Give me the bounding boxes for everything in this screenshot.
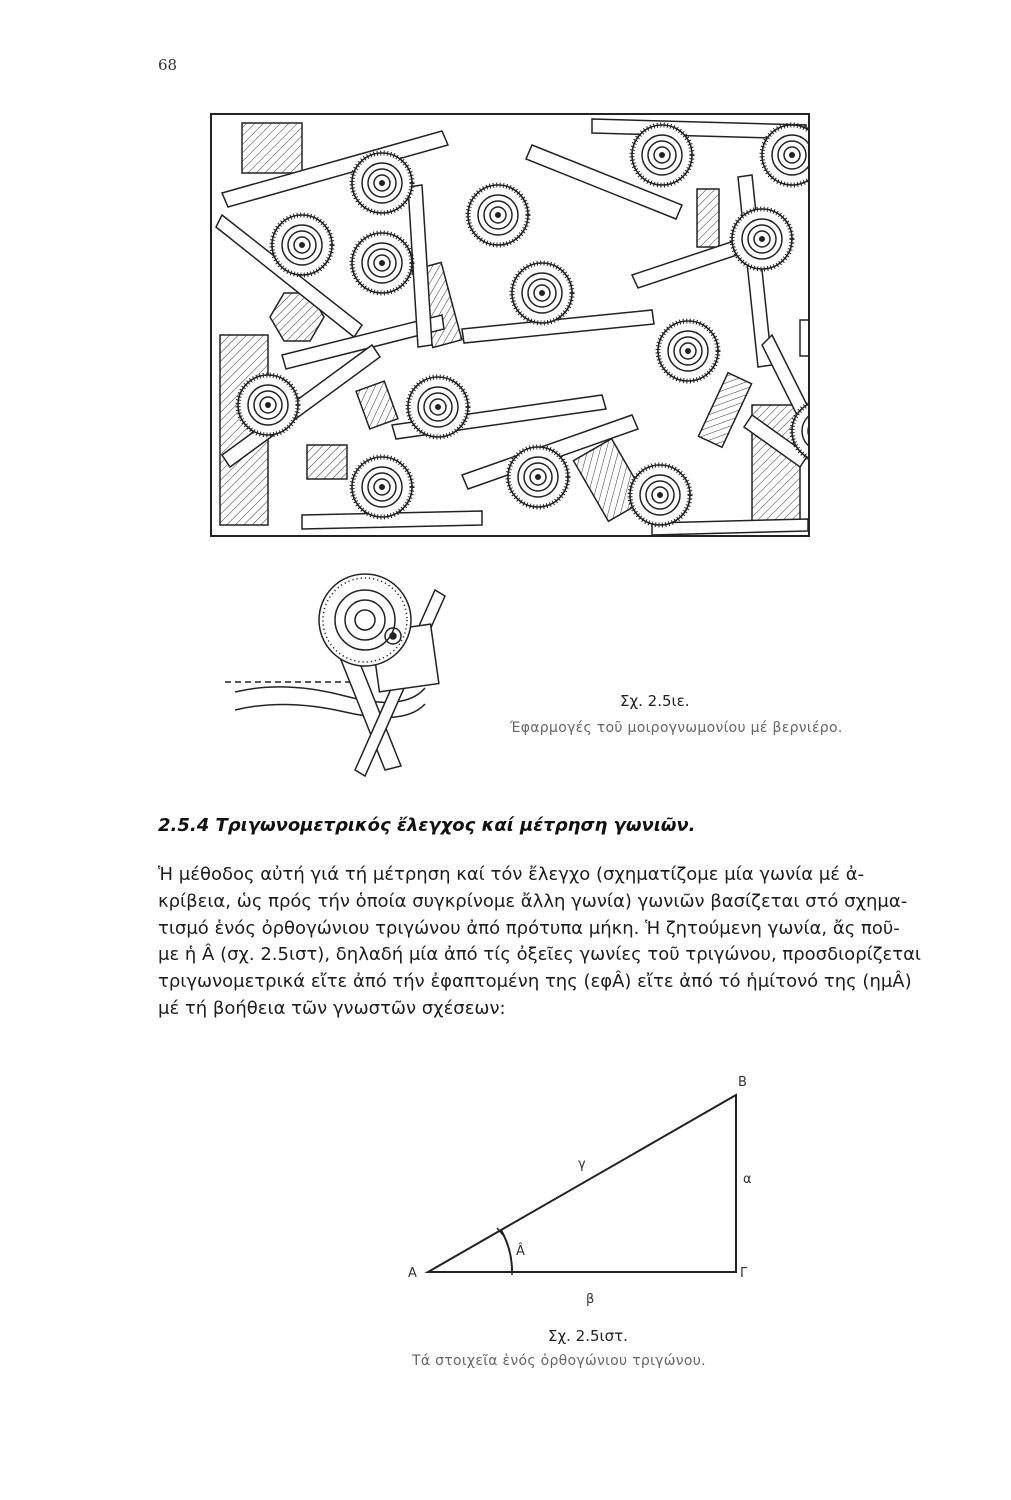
- section-heading: 2.5.4 Τριγωνομετρικός ἔλεγχος καί μέτρηση γωνιῶν.: [158, 815, 696, 836]
- body-line: τριγωνομετρικά εἴτε ἀπό τήν ἐφαπτομένη της (εφÂ) εἴτε ἀπό τό ἡμίτονό της (ημÂ): [158, 971, 912, 993]
- vertex-c-label: Γ: [740, 1266, 748, 1281]
- body-paragraph: [158, 862, 994, 1023]
- body-line: με ἡ Â (σχ. 2.5ιστ), δηλαδή μία ἀπό τίς ὀξεῖες γωνίες τοῦ τριγώνου, προσδιορίζεται: [158, 944, 922, 966]
- figure-16-label: Σχ. 2.5ιστ.: [548, 1327, 628, 1345]
- side-gamma-label: γ: [578, 1157, 586, 1172]
- angle-arc: [501, 1230, 512, 1272]
- protractor-applications-figure: [210, 113, 810, 537]
- body-line: τισμό ἑνός ὀρθογώνιου τριγώνου ἀπό πρότυπα μήκη. Ἡ ζητούμενη γωνία, ἄς ποῦ-: [158, 917, 900, 939]
- body-line: κρίβεια, ὡς πρός τήν ὁποία συγκρίνομε ἄλλη γωνία) γωνιῶν βασίζεται στό σχημα-: [158, 890, 908, 912]
- side-alpha-label: α: [743, 1172, 752, 1187]
- protractor-illustration: [212, 115, 808, 535]
- vernier-inset-illustration: [225, 570, 465, 785]
- page-number: 68: [158, 56, 178, 74]
- body-line: Ἡ μέθοδος αὐτή γιά τή μέτρηση καί τόν ἔλεγχο (σχηματίζομε μία γωνία μέ ἀ-: [158, 864, 865, 885]
- vertex-a-label: Α: [408, 1266, 417, 1281]
- right-triangle-figure: [390, 1070, 790, 1320]
- figure-15-caption: Έφαρμογές τοῦ μοιρογνωμονίου μέ βερνιέρο.: [510, 720, 843, 736]
- figure-15-label: Σχ. 2.5ιε.: [620, 692, 690, 710]
- vernier-inset-figure: [225, 570, 465, 785]
- figure-16-caption: Τά στοιχεῖα ἑνός ὀρθογώνιου τριγώνου.: [412, 1353, 706, 1369]
- body-line: μέ τή βοήθεια τῶν γνωστῶν σχέσεων:: [158, 997, 506, 1019]
- triangle-shape: [428, 1095, 736, 1272]
- side-beta-label: β: [586, 1292, 595, 1307]
- vertex-b-label: Β: [738, 1075, 747, 1090]
- angle-a-label: Â: [516, 1244, 525, 1259]
